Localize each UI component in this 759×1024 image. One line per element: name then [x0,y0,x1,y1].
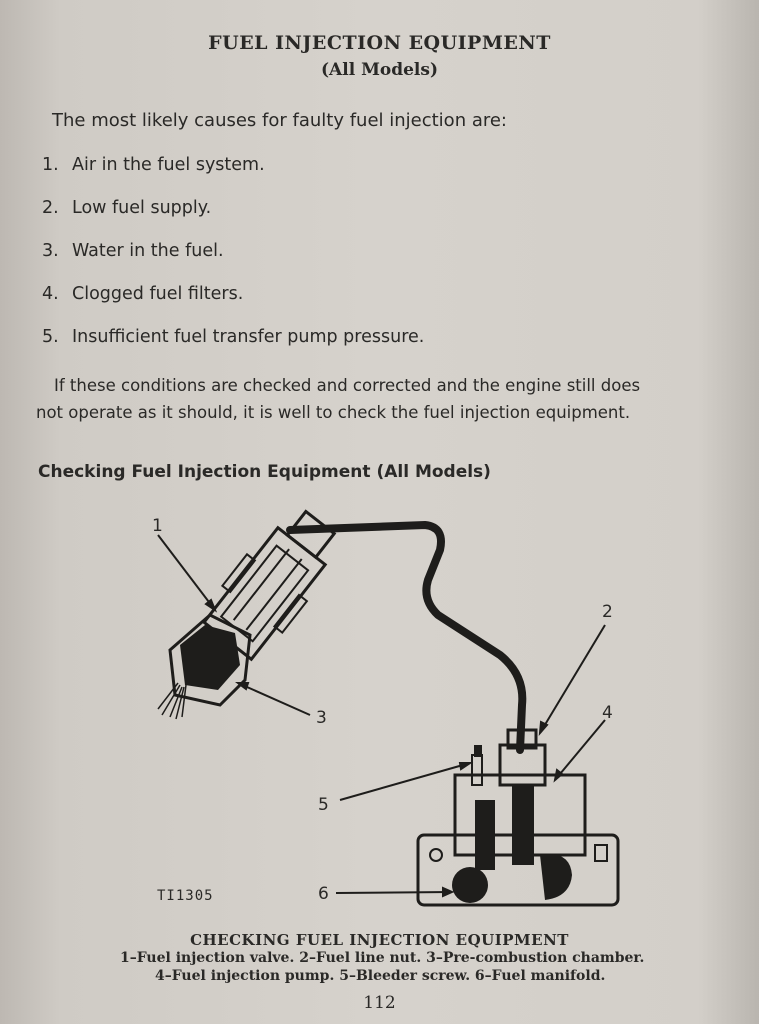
list-item: 3. Water in the fuel. [42,241,224,261]
page-number: 112 [363,993,396,1013]
figure-caption-line: 1–Fuel injection valve. 2–Fuel line nut. 3–Pre-combustion chamber. [120,950,645,966]
page-subtitle: (All Models) [321,60,438,80]
figure-caption-line: 4–Fuel injection pump. 5–Bleeder screw. 6–Fuel manifold. [155,968,606,984]
callout-1: 1 [152,516,163,536]
callout-4: 4 [602,703,613,723]
fuel-injection-diagram [140,505,630,925]
figure-caption-title: CHECKING FUEL INJECTION EQUIPMENT [190,931,569,949]
list-item: 4. Clogged fuel filters. [42,284,244,304]
section-heading: Checking Fuel Injection Equipment (All Models) [38,462,491,482]
callout-2: 2 [602,602,613,622]
injection-pump-drawing [418,730,618,905]
callout-3: 3 [316,708,327,728]
list-item: 1. Air in the fuel system. [42,155,265,175]
body-paragraph [36,372,736,426]
figure-code: TI1305 [157,888,214,904]
callout-6: 6 [318,884,329,904]
callout-5: 5 [318,795,329,815]
list-item: 2. Low fuel supply. [42,198,212,218]
causes-list [42,155,424,370]
paragraph-line: If these conditions are checked and corrected and the engine still does [54,376,641,395]
intro-text: The most likely causes for faulty fuel injection are: [52,110,508,131]
fuel-spray [158,683,186,719]
page-title: FUEL INJECTION EQUIPMENT [208,32,551,54]
list-item: 5. Insufficient fuel transfer pump pressure. [42,327,425,347]
paragraph-line: not operate as it should, it is well to check the fuel injection equipment. [36,403,631,422]
